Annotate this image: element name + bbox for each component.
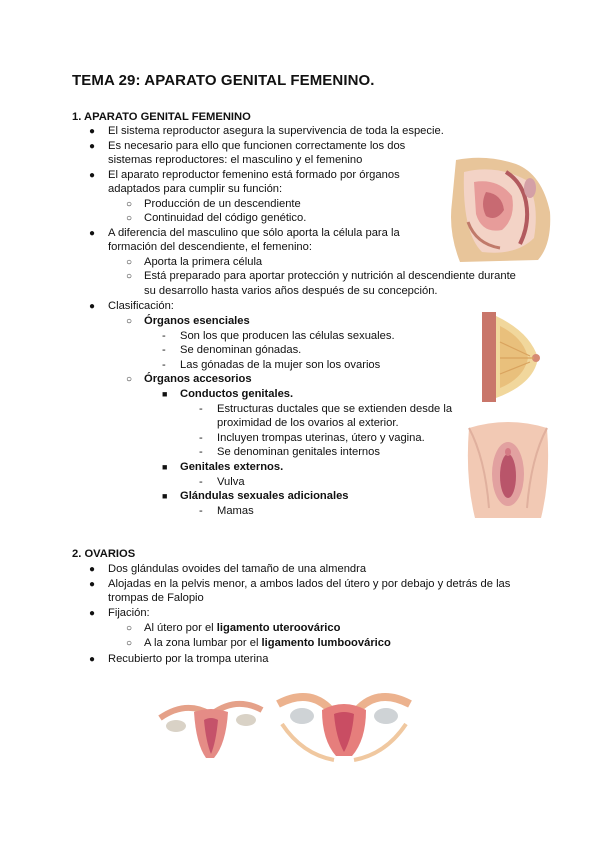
additional-glands-heading: Glándulas sexuales adicionales — [180, 490, 349, 502]
s1-sub-3-1: Producción de un descendiente — [144, 198, 301, 210]
dash-icon: - — [162, 359, 166, 371]
dash-icon: - — [199, 446, 203, 458]
external-genitals-heading: Genitales externos. — [180, 461, 284, 473]
circle-bullet-icon: ○ — [126, 199, 133, 210]
genital-ducts-heading: Conductos genitales. — [180, 388, 294, 400]
essential-item-1: Son los que producen las células sexuales. — [180, 330, 395, 342]
fixation-item-1-bold: ligamento uteroovárico — [216, 622, 341, 634]
s2-bullet-2b: trompas de Falopio — [108, 592, 204, 604]
s1-bullet-3a: El aparato reproductor femenino está formado por órganos — [108, 169, 400, 181]
dash-icon: - — [199, 476, 203, 488]
fixation-item-2-text: A la zona lumbar por el — [144, 637, 262, 649]
dash-icon: - — [199, 505, 203, 517]
essential-organs-heading: Órganos esenciales — [144, 315, 250, 327]
dash-icon: - — [162, 330, 166, 342]
s2-bullet-2a: Alojadas en la pelvis menor, a ambos lados del útero y por debajo y detrás de las — [108, 578, 511, 590]
bullet-icon: ● — [89, 579, 96, 590]
circle-bullet-icon: ○ — [126, 623, 133, 634]
s1-sub-3-2: Continuidad del código genético. — [144, 212, 307, 224]
essential-item-2: Se denominan gónadas. — [180, 344, 302, 356]
accessory-organs-heading: Órganos accesorios — [144, 373, 252, 385]
breast-illustration — [478, 312, 544, 402]
circle-bullet-icon: ○ — [126, 213, 133, 224]
dash-icon: - — [199, 403, 203, 415]
s1-bullet-1: El sistema reproductor asegura la supervivencia de toda la especie. — [108, 125, 444, 137]
square-bullet-icon: ■ — [162, 491, 168, 501]
section-2-heading: 2. OVARIOS — [72, 548, 136, 560]
uterus-ovaries-illustration-left — [156, 684, 266, 764]
dash-icon: - — [199, 432, 203, 444]
bullet-icon: ● — [89, 228, 96, 239]
ducts-item-2: Incluyen trompas uterinas, útero y vagina. — [217, 432, 425, 444]
square-bullet-icon: ■ — [162, 389, 168, 399]
circle-bullet-icon: ○ — [126, 316, 133, 327]
essential-item-3: Las gónadas de la mujer son los ovarios — [180, 359, 381, 371]
s2-bullet-1: Dos glándulas ovoides del tamaño de una almendra — [108, 563, 367, 575]
s2-bullet-4: Recubierto por la trompa uterina — [108, 653, 269, 665]
bullet-icon: ● — [89, 301, 96, 312]
page-title: TEMA 29: APARATO GENITAL FEMENINO. — [72, 72, 375, 89]
external-item-1: Vulva — [217, 476, 245, 488]
bullet-icon: ● — [89, 126, 96, 137]
s1-bullet-2b: sistemas reproductores: el masculino y el femenino — [108, 154, 363, 166]
circle-bullet-icon: ○ — [126, 374, 133, 385]
s1-bullet-2a: Es necesario para ello que funcionen correctamente los dos — [108, 140, 406, 152]
bullet-icon: ● — [89, 141, 96, 152]
circle-bullet-icon: ○ — [126, 257, 133, 268]
circle-bullet-icon: ○ — [126, 638, 133, 649]
s1-bullet-4a: A diferencia del masculino que sólo aporta la célula para la — [108, 227, 400, 239]
s1-bullet-4b: formación del descendiente, el femenino: — [108, 241, 312, 253]
bullet-icon: ● — [89, 170, 96, 181]
s2-bullet-3: Fijación: — [108, 607, 150, 619]
square-bullet-icon: ■ — [162, 462, 168, 472]
ducts-item-1a: Estructuras ductales que se extienden desde la — [217, 403, 453, 415]
bullet-icon: ● — [89, 608, 96, 619]
fixation-item-1-text: Al útero por el — [144, 622, 217, 634]
circle-bullet-icon: ○ — [126, 271, 133, 282]
uterus-ovaries-illustration-right — [272, 684, 416, 766]
dash-icon: - — [162, 344, 166, 356]
glands-item-1: Mamas — [217, 505, 254, 517]
fixation-item-2-bold: ligamento lumboovárico — [261, 637, 391, 649]
s1-sub-4-1: Aporta la primera célula — [144, 256, 263, 268]
fixation-item-1 — [144, 621, 340, 635]
section-1-heading: 1. APARATO GENITAL FEMENINO — [72, 111, 251, 123]
bullet-icon: ● — [89, 564, 96, 575]
s1-sub-4-2b: su desarrollo hasta varios años después de su concepción. — [144, 285, 438, 297]
vulva-illustration — [465, 418, 551, 522]
ducts-item-1b: proximidad de los ovarios al exterior. — [217, 417, 399, 429]
pelvis-sagittal-illustration — [446, 152, 554, 264]
ducts-item-3: Se denominan genitales internos — [217, 446, 380, 458]
s1-bullet-3b: adaptados para cumplir su función: — [108, 183, 283, 195]
s1-sub-4-2a: Está preparado para aportar protección y nutrición al descendiente durante — [144, 270, 516, 282]
fixation-item-2 — [144, 636, 391, 650]
s1-bullet-5: Clasificación: — [108, 300, 174, 312]
bullet-icon: ● — [89, 654, 96, 665]
